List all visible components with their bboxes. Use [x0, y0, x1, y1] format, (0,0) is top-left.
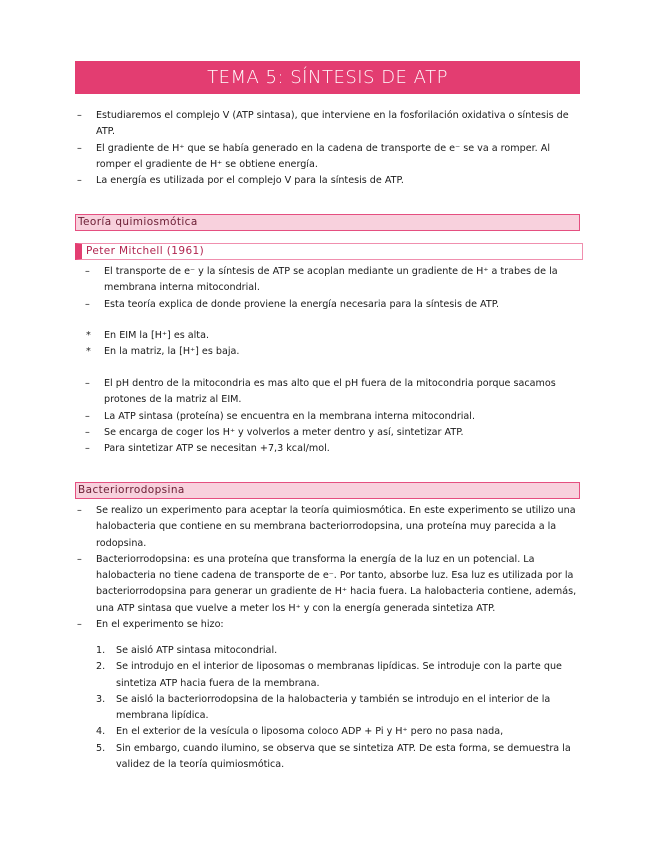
step-number: 2. [96, 661, 106, 673]
step-number: 1. [96, 645, 106, 656]
bacterio-list [96, 503, 582, 633]
list-item: – Para sintetizar ATP se necesitan +7,3 kcal/mol. [104, 441, 582, 457]
intro-list [96, 108, 581, 189]
list-item: – Se encarga de coger los H⁺ y volverlos a meter dentro y así, sintetizar ATP. [104, 425, 582, 441]
list-item: – La ATP sintasa (proteína) se encuentra en la membrana interna mitocondrial. [104, 409, 582, 425]
step-text: Se introdujo en el interior de liposomas o membranas lipídicas. Se introduje con la parte que sintetiza ATP hacia fuera de la membrana. [116, 661, 562, 689]
teoria-star-list [104, 328, 582, 361]
list-item: – En el experimento se hizo: [96, 617, 582, 633]
teoria-list-1 [104, 264, 582, 313]
list-item: – El gradiente de H⁺ que se había generado en la cadena de transporte de e⁻ se va a romper. Al romper el gradiente de H⁺ se obtiene energía. [96, 141, 581, 174]
step-number: 3. [96, 693, 106, 705]
list-item: – Esta teoría explica de donde proviene la energía necesaria para la síntesis de ATP. [104, 297, 582, 313]
list-item: – Se realizo un experimento para aceptar la teoría quimiosmótica. En este experimento se utilizo una halobacteria que contiene en su membrana bacteriorrodopsina, una proteína muy parecida a la rodopsina. [96, 503, 582, 552]
section-heading-bacteriorrodopsina: Bacteriorrodopsina [75, 482, 580, 499]
step-item [96, 741, 582, 774]
section-heading-teoria: Teoría quimiosmótica [75, 214, 580, 231]
step-number: 5. [96, 742, 106, 754]
list-item: – Estudiaremos el complejo V (ATP sintasa), que interviene en la fosforilación oxidativa o síntesis de ATP. [96, 108, 581, 141]
teoria-list-2 [104, 376, 582, 457]
list-item: * En la matriz, la [H⁺] es baja. [104, 344, 582, 360]
step-text: Se aisló la bacteriorrodopsina de la halobacteria y también se introdujo en el interior de la membrana lipídica. [116, 693, 551, 722]
page-title: TEMA 5: SÍNTESIS DE ATP [75, 61, 580, 94]
step-item [96, 643, 582, 659]
step-item [96, 659, 582, 692]
list-item: – El transporte de e⁻ y la síntesis de ATP se acoplan mediante un gradiente de H⁺ a trabes de la membrana interna mitocondrial. [104, 264, 582, 297]
subheading-peter-mitchell: Peter Mitchell (1961) [75, 243, 583, 260]
step-item [96, 692, 582, 725]
list-item: * En EIM la [H⁺] es alta. [104, 328, 582, 344]
step-text: Se aisló ATP sintasa mitocondrial. [116, 645, 278, 656]
step-text: Sin embargo, cuando ilumino, se observa que se sintetiza ATP. De esta forma, se demuestra la validez de la teoría quimiosmótica. [116, 742, 571, 771]
list-item: – La energía es utilizada por el complejo V para la síntesis de ATP. [96, 173, 581, 189]
experiment-steps [96, 643, 582, 773]
step-text: En el exterior de la vesícula o liposoma coloco ADP + Pi y H⁺ pero no pasa nada, [116, 726, 504, 738]
list-item: – Bacteriorrodopsina: es una proteína que transforma la energía de la luz en un potencial. La halobacteria no tiene cadena de transporte de e⁻. Por tanto, absorbe luz. Esa luz es utilizada por la bacteriorrodopsina para generar un gradiente de H⁺ hacia fuera. La halobacteria contiene, además, una ATP sintasa que vuelve a meter los H⁺ y con la energía generada sintetiza ATP. [96, 552, 582, 617]
step-number: 4. [96, 726, 106, 738]
list-item: – El pH dentro de la mitocondria es mas alto que el pH fuera de la mitocondria porque sacamos protones de la matriz al EIM. [104, 376, 582, 409]
step-item [96, 724, 582, 740]
